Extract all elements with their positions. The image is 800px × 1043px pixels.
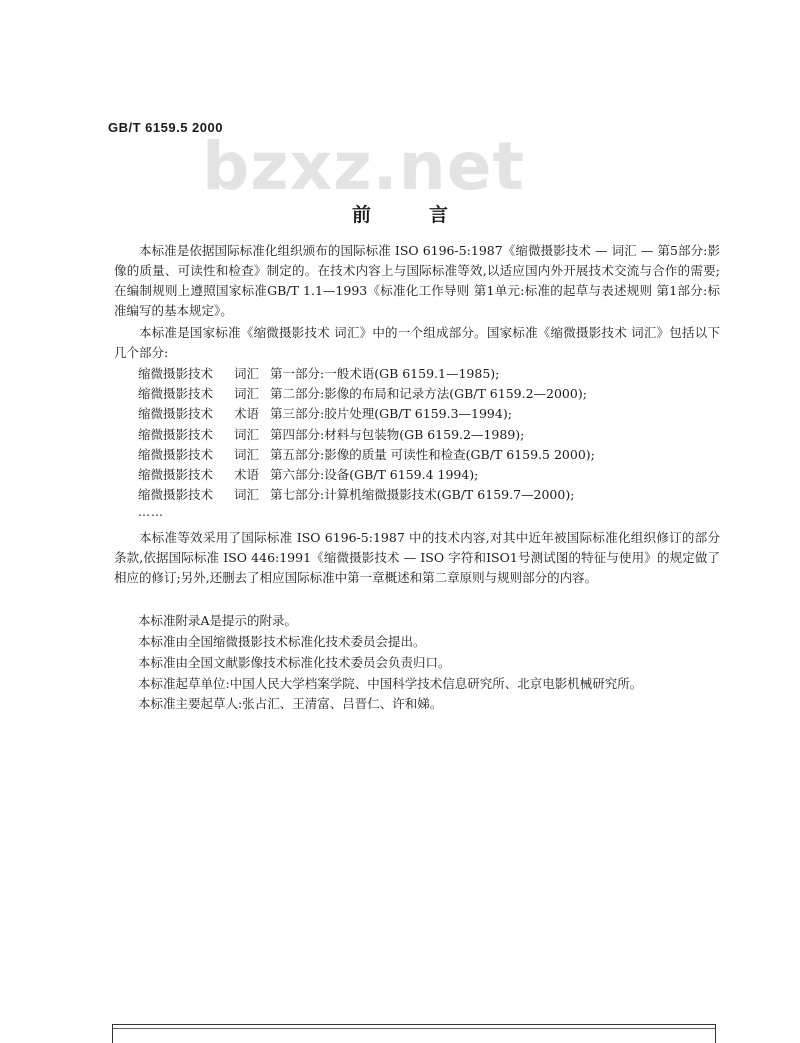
watermark: bzxz.net	[202, 128, 526, 205]
footer-border-left	[112, 1024, 113, 1043]
centralized-note: 本标准由全国文献影像技术标准化技术委员会负责归口。	[138, 655, 451, 670]
list-item-part: 第二部分:影像的布局和记录方法(GB/T 6159.2—2000);	[270, 386, 587, 402]
list-item-part: 第六部分:设备(GB/T 6159.4 1994);	[270, 467, 479, 483]
page-title: 前言	[351, 204, 506, 226]
drafters-note: 本标准主要起草人:张占汇、王清富、吕晋仁、许和娣。	[138, 696, 443, 711]
list-item-part: 第四部分:材料与包装物(GB 6159.2—1989);	[270, 426, 525, 442]
list-item-type: 词汇	[234, 446, 260, 462]
proposer-note: 本标准由全国缩微摄影技术标准化技术委员会提出。	[138, 634, 426, 649]
list-item-type: 词汇	[234, 426, 260, 442]
list-item-type: 术语	[234, 467, 260, 483]
list-item-part: 第三部分:胶片处理(GB/T 6159.3—1994);	[270, 406, 512, 422]
list-item-field: 缩微摄影技术	[138, 406, 214, 422]
list-item	[138, 485, 595, 505]
list-item	[138, 425, 595, 445]
list-item-field: 缩微摄影技术	[138, 467, 214, 483]
list-item-field: 缩微摄影技术	[138, 426, 214, 442]
drafting-units-note: 本标准起草单位:中国人民大学档案学院、中国科学技术信息研究所、北京电影机械研究所。	[138, 676, 643, 691]
list-item-part: 第五部分:影像的质量 可读性和检查(GB/T 6159.5 2000);	[270, 446, 595, 462]
list-item	[138, 404, 595, 424]
parts-list	[138, 364, 595, 505]
paragraph-composition: 本标准是国家标准《缩微摄影技术 词汇》中的一个组成部分。国家标准《缩微摄影技术 词汇》包括以下几个部分:	[114, 325, 720, 360]
footer-rule-inner	[112, 1028, 716, 1029]
list-item-part: 第一部分:一般术语(GB 6159.1—1985);	[270, 366, 500, 381]
footer-rule	[112, 1024, 716, 1025]
list-item-field: 缩微摄影技术	[138, 366, 214, 381]
list-item-field: 缩微摄影技术	[138, 487, 214, 503]
annex-note: 本标准附录A是提示的附录。	[138, 613, 298, 628]
list-item-field: 缩微摄影技术	[138, 446, 214, 462]
list-item-field: 缩微摄影技术	[138, 386, 214, 402]
list-item-type: 词汇	[234, 487, 260, 503]
list-item	[138, 445, 595, 465]
list-ellipsis: ……	[138, 505, 164, 519]
list-item-type: 词汇	[234, 386, 260, 402]
paragraph-basis: 本标准是依据国际标准化组织颁布的国际标准 ISO 6196-5:1987《缩微摄影技术 — 词汇 — 第5部分:影像的质量、可读性和检查》制定的。在技术内容上与国际标准等效,以适应国内外开展技术交流与合作的需要;在编制规则上遵照国家标准GB/T 1.1—1993《标准化工作导则 第1单元:标准的起草与表述规则 第1部分:标准编写的基本规定》。	[114, 243, 720, 318]
list-item-type: 术语	[234, 406, 260, 422]
list-item	[138, 465, 595, 485]
list-item-type: 词汇	[234, 366, 260, 381]
standard-code-header: GB/T 6159.5 2000	[108, 120, 223, 135]
list-item	[138, 384, 595, 404]
footer-border-right	[715, 1024, 716, 1043]
list-item-part: 第七部分:计算机缩微摄影技术(GB/T 6159.7—2000);	[270, 487, 575, 503]
paragraph-adoption: 本标准等效采用了国际标准 ISO 6196-5:1987 中的技术内容,对其中近年被国际标准化组织修订的部分条款,依据国际标准 ISO 446:1991《缩微摄影技术 — ISO 字符和ISO1号测试图的特征与使用》的规定做了相应的修订;另外,还删去了相应国际标准中第一章概述和第二章原则与规则部分的内容。	[114, 530, 720, 585]
list-item	[138, 364, 595, 384]
